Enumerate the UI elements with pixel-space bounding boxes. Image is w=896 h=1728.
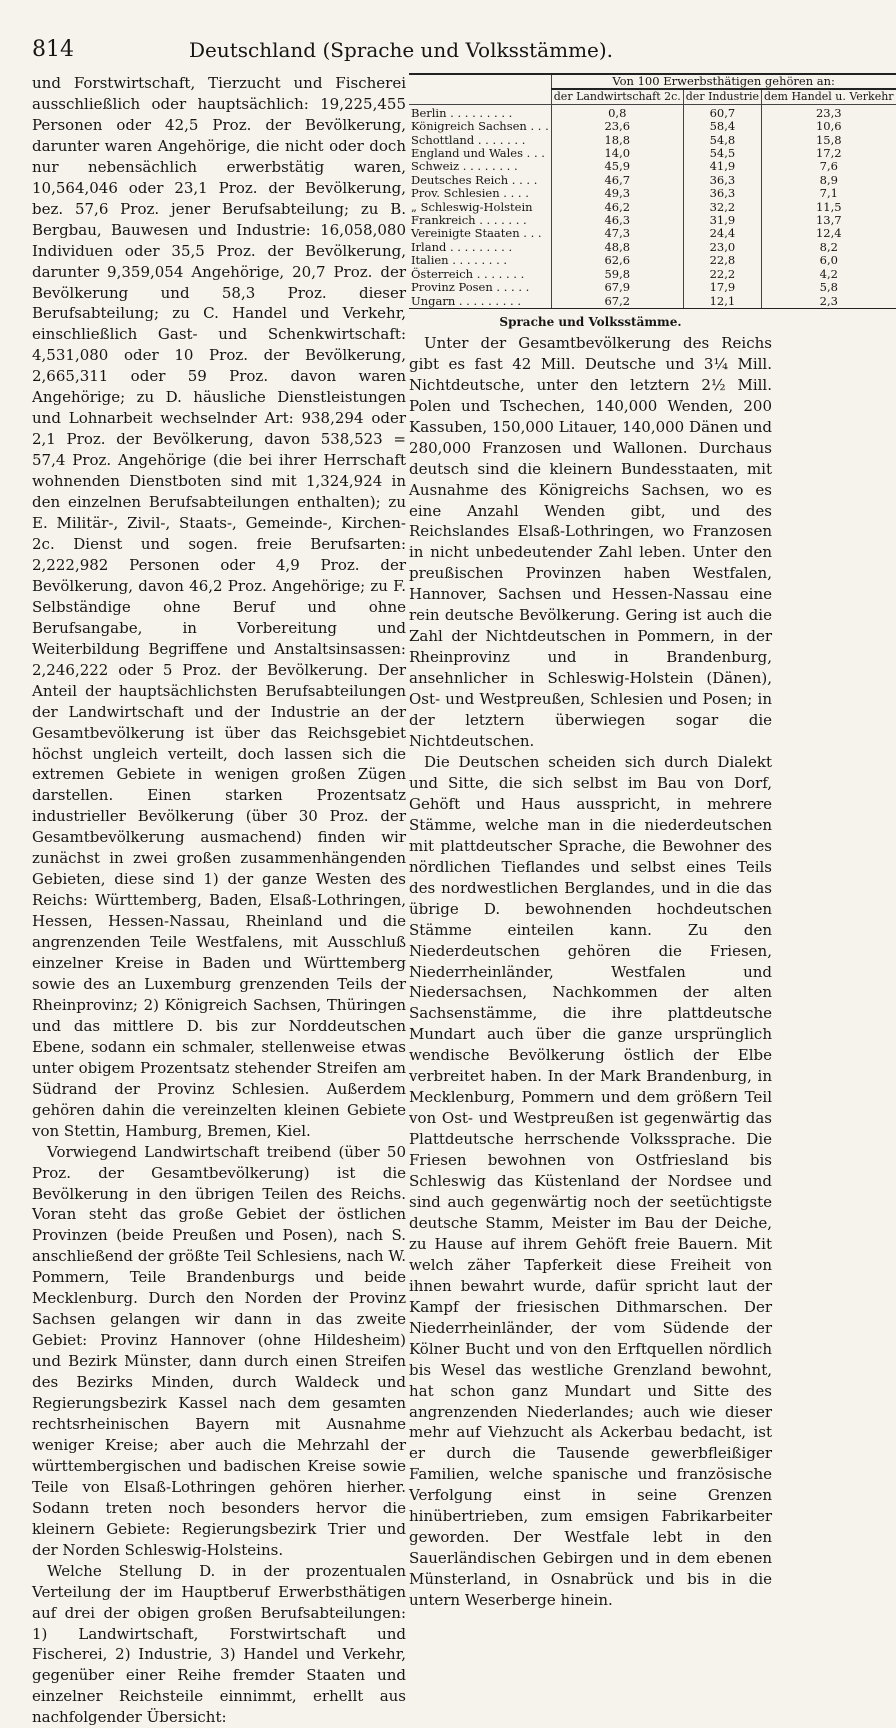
- table-row: [409, 254, 896, 267]
- row-label: Schottland . . . . . . .: [411, 132, 526, 147]
- cell-trade: 7,1: [761, 187, 895, 200]
- paragraph: Vorwiegend Landwirtschaft treibend (über 50 Proz. der Gesamtbevölkerung) ist die Bevölkerung in den übrigen Teilen des Reichs. Voran steht das große Gebiet der östlichen Provinzen (beide Preußen und Posen), nach S. anschließend der größte Teil Schlesiens, nach W. Pommern, Teile Brandenburgs und beide Mecklenburg. Durch den Norden der Provinz Sachsen gelangen wir dann in das zweite Gebiet: Provinz Hannover (ohne Hildesheim) und Bezirk Münster, dann durch einen Streifen des Bezirks Minden, durch Waldeck und Regierungsbezirk Kassel nach dem gesamten rechtsrheinischen Bayern mit Ausnahme weniger Kreise; aber auch die Mehrzahl der württembergischen und badischen Kreise sowie Teile von Elsaß-Lothringen gehören hierher. Sodann treten noch besonders hervor die kleinern Gebiete: Regierungsbezirk Trier und der Norden Schleswig-Holsteins.: [32, 1142, 406, 1559]
- table-row: [409, 227, 896, 240]
- cell-agriculture: 47,3: [551, 227, 683, 240]
- cell-trade: 13,7: [761, 214, 895, 227]
- cell-trade: 17,2: [761, 147, 895, 160]
- table-corner: [409, 74, 551, 104]
- table-body: [409, 104, 896, 308]
- row-label: Irland . . . . . . . . .: [411, 239, 513, 254]
- cell-agriculture: 67,2: [551, 295, 683, 309]
- table-row: [409, 174, 896, 187]
- cell-trade: 11,5: [761, 201, 895, 214]
- cell-agriculture: 67,9: [551, 281, 683, 294]
- column-header: der Industrie: [683, 89, 761, 104]
- cell-agriculture: 0,8: [551, 104, 683, 120]
- table-row: [409, 268, 896, 281]
- cell-trade: 2,3: [761, 295, 895, 309]
- column-header: der Landwirtschaft 2c.: [551, 89, 683, 104]
- cell-trade: 4,2: [761, 268, 895, 281]
- cell-trade: 7,6: [761, 160, 895, 173]
- cell-agriculture: 46,2: [551, 201, 683, 214]
- cell-industry: 31,9: [683, 214, 761, 227]
- column-header: dem Handel u. Verkehr: [761, 89, 895, 104]
- row-label: England und Wales . . .: [411, 146, 545, 161]
- cell-agriculture: 45,9: [551, 160, 683, 173]
- cell-trade: 8,2: [761, 241, 895, 254]
- row-label: Provinz Posen . . . . .: [411, 280, 530, 295]
- cell-agriculture: 48,8: [551, 241, 683, 254]
- table-row: [409, 147, 896, 160]
- table-row: [409, 214, 896, 227]
- cell-agriculture: 62,6: [551, 254, 683, 267]
- row-label: Prov. Schlesien . . . .: [411, 186, 529, 201]
- cell-industry: 58,4: [683, 120, 761, 133]
- paragraph: und Forstwirtschaft, Tierzucht und Fischerei ausschließlich oder hauptsächlich: 19,225,455 Personen oder 42,5 Proz. der Bevölkerung, darunter waren Angehörige, die nicht oder doch nur nebensächlich erwerbstätig waren, 10,564,046 oder 23,1 Proz. der Bevölkerung, bez. 57,6 Proz. jener Berufsabteilung; zu B. Bergbau, Bauwesen und Industrie: 16,058,080 Individuen oder 35,5 Proz. der Bevölkerung, darunter 9,359,054 Angehörige, 20,7 Proz. der Bevölkerung und 58,3 Proz. dieser Berufsabteilung; zu C. Handel und Verkehr, einschließlich Gast- und Schenkwirtschaft: 4,531,080 oder 10 Proz. der Bevölkerung, 2,665,311 oder 59 Proz. davon waren Angehörige; zu D. häusliche Dienstleistungen und Lohnarbeit wechselnder Art: 938,294 oder 2,1 Proz. der Bevölkerung, davon 538,523 = 57,4 Proz. Angehörige (die bei ihrer Herrschaft wohnenden Dienstboten sind mit 1,324,924 in den einzelnen Berufsabteilungen enthalten); zu E. Militär-, Zivil-, Staats-, Gemeinde-, Kirchen- 2c. Dienst und sogen. freie Berufsarten: 2,222,982 Personen oder 4,9 Proz. der Bevölkerung, davon 46,2 Proz. Angehörige; zu F. Selbständige ohne Beruf und ohne Berufsangabe, in Vorbereitung und Weiterbildung Begriffene und Anstaltsinsassen: 2,246,222 oder 5 Proz. der Bevölkerung. Der Anteil der hauptsächlichsten Berufsabteilungen der Landwirtschaft und der Industrie an der Gesamtbevölkerung ist über das Reichsgebiet höchst ungleich verteilt, doch lassen sich die extremen Gebiete in wenigen großen Zügen darstellen. Einen starken Prozentsatz industrieller Bevölkerung (über 30 Proz. der Gesamtbevölkerung ausmachend) finden wir zunächst in zwei großen zusammenhängenden Gebieten, diese sind 1) der ganze Westen des Reichs: Württemberg, Baden, Elsaß-Lothringen, Hessen, Hessen-Nassau, Rheinland und die angrenzenden Teile Westfalens, mit Ausschluß einzelner Kreise in Baden und Württemberg sowie des an Luxemburg grenzenden Teils der Rheinprovinz; 2) Königreich Sachsen, Thüringen und das mittlere D. bis zur Norddeutschen Ebene, sodann ein schmaler, stellenweise etwas unter obigem Prozentsatz stehender Streifen am Südrand der Provinz Schlesien. Außerdem gehören dahin die vereinzelten kleinen Gebiete von Stettin, Hamburg, Bremen, Kiel.: [32, 74, 406, 1140]
- cell-industry: 60,7: [683, 104, 761, 120]
- cell-industry: 41,9: [683, 160, 761, 173]
- cell-trade: 15,8: [761, 134, 895, 147]
- cell-agriculture: 14,0: [551, 147, 683, 160]
- cell-industry: 32,2: [683, 201, 761, 214]
- cell-industry: 36,3: [683, 187, 761, 200]
- cell-industry: 24,4: [683, 227, 761, 240]
- cell-trade: 10,6: [761, 120, 895, 133]
- cell-trade: 8,9: [761, 174, 895, 187]
- row-label: „ Schleswig-Holstein: [411, 199, 533, 214]
- cell-agriculture: 18,8: [551, 134, 683, 147]
- row-label: Italien . . . . . . . .: [411, 253, 508, 268]
- cell-industry: 54,8: [683, 134, 761, 147]
- left-column: [32, 73, 406, 1728]
- row-label: Schweiz . . . . . . . .: [411, 159, 518, 174]
- table-row: [409, 295, 896, 309]
- row-label: Königreich Sachsen . . .: [411, 119, 549, 134]
- row-label: Frankreich . . . . . . .: [411, 213, 527, 228]
- row-label: Vereinigte Staaten . . .: [411, 226, 542, 241]
- cell-agriculture: 23,6: [551, 120, 683, 133]
- table-row: [409, 187, 896, 200]
- cell-industry: 54,5: [683, 147, 761, 160]
- running-title: Deutschland (Sprache und Volksstämme).: [188, 38, 614, 62]
- table-group-header: Von 100 Erwerbsthätigen gehören an:: [551, 74, 895, 89]
- cell-agriculture: 46,3: [551, 214, 683, 227]
- cell-industry: 17,9: [683, 281, 761, 294]
- occupation-table: [409, 73, 896, 309]
- right-column: [409, 73, 894, 1611]
- row-label: Deutsches Reich . . . .: [411, 172, 538, 187]
- cell-trade: 5,8: [761, 281, 895, 294]
- paragraph: Die Deutschen scheiden sich durch Dialekt und Sitte, die sich selbst im Bau von Dorf, Gehöft und Haus ausspricht, in mehrere Stämme, welche man in die niederdeutschen mit plattdeutscher Sprache, die Bewohner des nördlichen Tieflandes und selbst eines Teils des nordwestlichen Berglandes, und in die das übrige D. bewohnenden hochdeutschen Stämme einteilen kann. Zu den Niederdeutschen gehören die Friesen, Niederrheinländer, Westfalen und Niedersachsen, Nachkommen der alten Sachsenstämme, die ihre plattdeutsche Mundart auch über die ganze ursprünglich wendische Bevölkerung östlich der Elbe verbreitet haben. In der Mark Brandenburg, in Mecklenburg, Pommern und dem größern Teil von Ost- und Westpreußen ist gegenwärtig das Plattdeutsche herrschende Volkssprache. Die Friesen bewohnen von Ostfriesland bis Schleswig das Küstenland der Nordsee und sind auch gegenwärtig noch der seetüchtigste deutsche Stamm, Meister im Bau der Deiche, zu Hause auf ihrem Gehöft freie Bauern. Mit welch zäher Tapferkeit diese Freiheit von ihnen bewahrt wurde, dafür spricht laut der Kampf der friesischen Dithmarschen. Der Niederrheinländer, der vom Südende der Kölner Bucht und von den Erftquellen nördlich bis Wesel das westliche Grenzland bewohnt, hat schon ganz Mundart und Sitte des angrenzenden Niederlandes; auch wie dieser mehr auf Viehzucht als Ackerbau bedacht, ist er durch die Tausende gewerbfleißiger Familien, welche spanische und französische Verfolgung einst in seine Grenzen hinübertrieben, zum emsigen Fabrikarbeiter geworden. Der Westfale lebt in den Sauerländischen Gebirgen und in dem ebenen Münsterland, in Osnabrück und bis in die untern Weserberge hinein.: [409, 752, 772, 1610]
- cell-industry: 22,8: [683, 254, 761, 267]
- table-row: [409, 134, 896, 147]
- table-row: [409, 120, 896, 133]
- row-label: Österreich . . . . . . .: [411, 266, 525, 281]
- page-number: 814: [32, 37, 74, 62]
- row-label: Berlin . . . . . . . . .: [411, 105, 513, 120]
- table-row: [409, 201, 896, 214]
- cell-trade: 23,3: [761, 104, 895, 120]
- cell-trade: 12,4: [761, 227, 895, 240]
- paragraph: Unter der Gesamtbevölkerung des Reichs gibt es fast 42 Mill. Deutsche und 3¼ Mill. Nichtdeutsche, unter den letztern 2½ Mill. Polen und Tschechen, 140,000 Wenden, 200 Kassuben, 150,000 Litauer, 140,000 Dänen und 280,000 Franzosen und Wallonen. Durchaus deutsch sind die kleinern Bundesstaaten, mit Ausnahme des Königreichs Sachsen, wo es eine Anzahl Wenden gibt, und des Reichslandes Elsaß-Lothringen, wo Franzosen in nicht unbedeutender Zahl leben. Unter den preußischen Provinzen haben Westfalen, Hannover, Sachsen und Hessen-Nassau eine rein deutsche Bevölkerung. Gering ist auch die Zahl der Nichtdeutschen in Pommern, in der Rheinprovinz und in Brandenburg, ansehnlicher in Schleswig-Holstein (Dänen), Ost- und Westpreußen, Schlesien und Posen; in der letztern überwiegen sogar die Nichtdeutschen.: [409, 333, 772, 751]
- paragraph: Welche Stellung D. in der prozentualen Verteilung der im Hauptberuf Erwerbsthätigen auf drei der obigen großen Berufsabteilungen: 1) Landwirtschaft, Forstwirtschaft und Fischerei, 2) Industrie, 3) Handel und Verkehr, gegenüber einer Reihe fremder Staaten und einzelner Reichsteile einnimmt, erhellt aus nachfolgender Übersicht:: [32, 1561, 406, 1727]
- cell-industry: 22,2: [683, 268, 761, 281]
- section-title: Sprache und Volksstämme.: [499, 314, 682, 329]
- table-row: [409, 104, 896, 120]
- cell-industry: 23,0: [683, 241, 761, 254]
- table-row: [409, 160, 896, 173]
- row-label: Ungarn . . . . . . . . .: [409, 295, 551, 309]
- cell-industry: 12,1: [683, 295, 761, 309]
- cell-agriculture: 49,3: [551, 187, 683, 200]
- page-header: [32, 38, 770, 62]
- table-row: [409, 281, 896, 294]
- cell-industry: 36,3: [683, 174, 761, 187]
- table-row: [409, 241, 896, 254]
- cell-agriculture: 59,8: [551, 268, 683, 281]
- cell-trade: 6,0: [761, 254, 895, 267]
- cell-agriculture: 46,7: [551, 174, 683, 187]
